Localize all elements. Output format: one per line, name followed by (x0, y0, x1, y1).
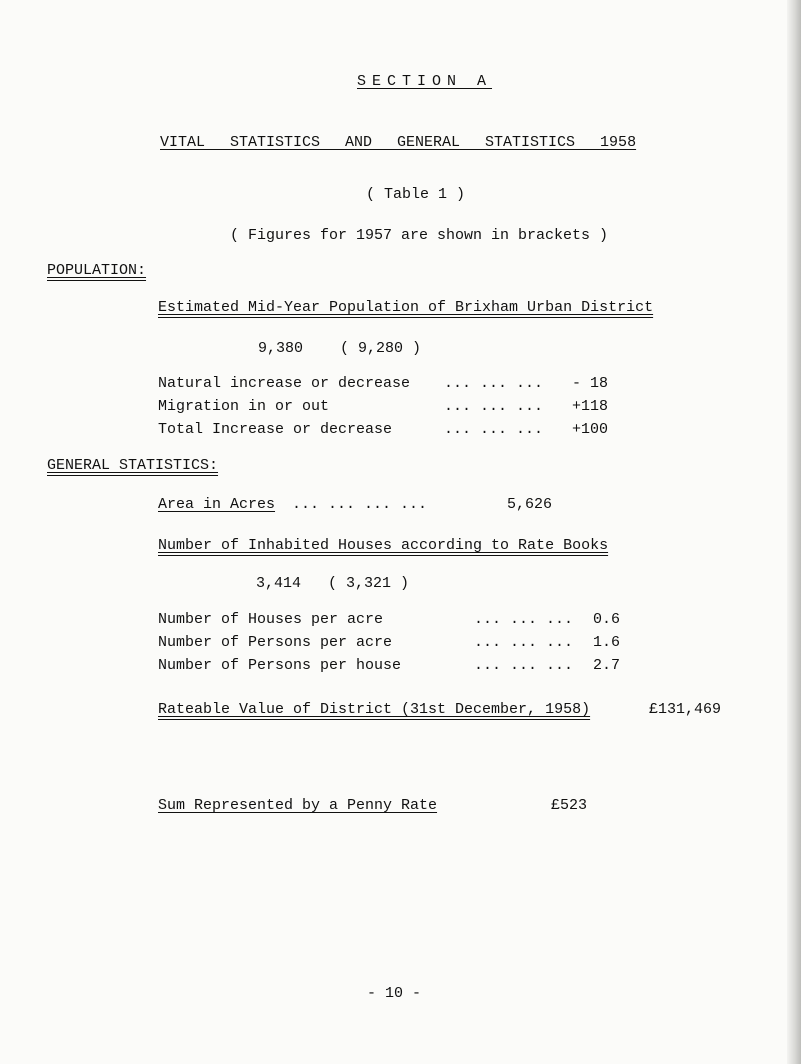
page-edge-shadow (787, 0, 801, 1064)
area-dots: ... ... ... ... (292, 496, 428, 513)
total-increase-label: Total Increase or decrease (158, 421, 393, 438)
total-increase-value: +100 (572, 421, 609, 438)
table-label: ( Table 1 ) (366, 186, 466, 203)
persons-per-acre-value: 1.6 (593, 634, 621, 651)
natural-increase-value: - 18 (572, 375, 609, 392)
persons-per-house-label: Number of Persons per house (158, 657, 402, 674)
houses-prev: ( 3,321 ) (328, 575, 410, 592)
houses-heading: Number of Inhabited Houses according to Rate Books (158, 537, 609, 554)
population-label: POPULATION: (47, 262, 147, 279)
brackets-note: ( Figures for 1957 are shown in brackets ) (230, 227, 609, 244)
migration-value: +118 (572, 398, 609, 415)
population-estimate-value: 9,380 (258, 340, 304, 357)
persons-per-house-dots: ... ... ... (474, 657, 574, 674)
main-heading: VITAL STATISTICS AND GENERAL STATISTICS 1958 (160, 134, 637, 151)
area-label: Area in Acres (158, 496, 276, 513)
total-increase-dots: ... ... ... (444, 421, 544, 438)
area-value: 5,626 (507, 496, 553, 513)
migration-dots: ... ... ... (444, 398, 544, 415)
persons-per-acre-label: Number of Persons per acre (158, 634, 393, 651)
penny-rate-value: £523 (551, 797, 588, 814)
section-title: SECTION A (357, 73, 493, 90)
page-number: - 10 - (367, 985, 422, 1002)
houses-value: 3,414 (256, 575, 302, 592)
rateable-value: £131,469 (649, 701, 722, 718)
population-estimate-prev: ( 9,280 ) (340, 340, 422, 357)
rateable-value-label: Rateable Value of District (31st December, 1958) (158, 701, 591, 718)
persons-per-house-value: 2.7 (593, 657, 621, 674)
natural-increase-label: Natural increase or decrease (158, 375, 411, 392)
natural-increase-dots: ... ... ... (444, 375, 544, 392)
migration-label: Migration in or out (158, 398, 330, 415)
persons-per-acre-dots: ... ... ... (474, 634, 574, 651)
population-estimate-heading: Estimated Mid-Year Population of Brixham Urban District (158, 299, 654, 316)
penny-rate-label: Sum Represented by a Penny Rate (158, 797, 438, 814)
general-statistics-label: GENERAL STATISTICS: (47, 457, 219, 474)
houses-per-acre-label: Number of Houses per acre (158, 611, 384, 628)
houses-per-acre-value: 0.6 (593, 611, 621, 628)
houses-per-acre-dots: ... ... ... (474, 611, 574, 628)
